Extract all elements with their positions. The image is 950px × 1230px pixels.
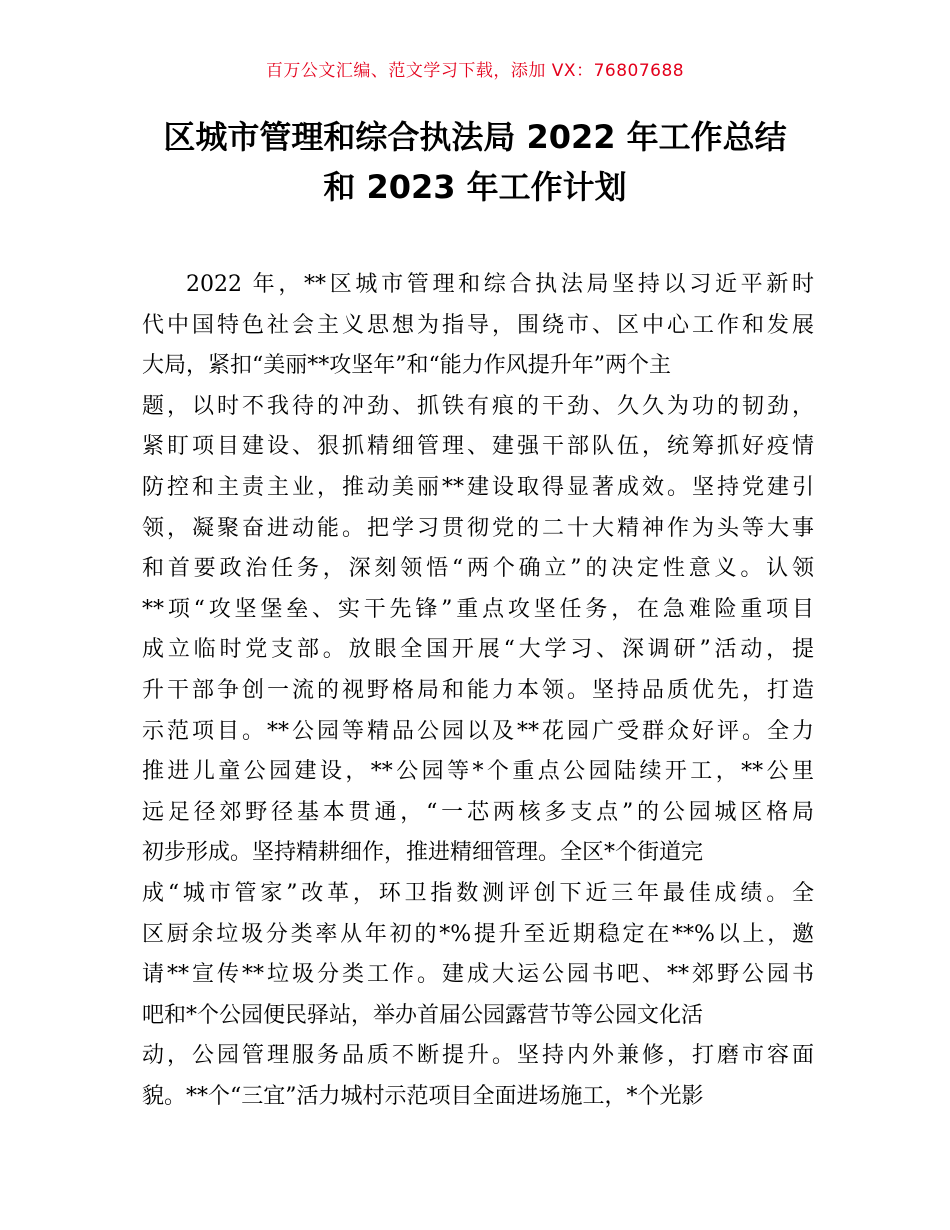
- body-line: 2022 年，**区城市管理和综合执法局坚持以习近平新时: [186, 272, 814, 297]
- body-line: 推进儿童公园建设，**公园等*个重点公园陆续开工，**公里: [142, 759, 814, 785]
- body-line: 代中国特色社会主义思想为指导，围绕市、区中心工作和发展: [142, 312, 814, 338]
- body-line: 题，以时不我待的冲劲、抓铁有痕的干劲、久久为功的韧劲，: [142, 393, 814, 419]
- body-line: 请**宣传**垃圾分类工作。建成大运公园书吧、**郊野公园书: [142, 962, 814, 988]
- body-line: 区厨余垃圾分类率从年初的*%提升至近期稳定在**%以上，邀: [142, 921, 814, 947]
- body-line: 领，凝聚奋进动能。把学习贯彻党的二十大精神作为头等大事: [142, 515, 814, 541]
- body-line: 貌。**个“三宜”活力城村示范项目全面进场施工，*个光影: [142, 1083, 704, 1109]
- body-line: 防控和主责主业，推动美丽**建设取得显著成效。坚持党建引: [142, 474, 814, 500]
- body-line: 紧盯项目建设、狠抓精细管理、建强干部队伍，统筹抓好疫情: [142, 434, 814, 460]
- body-line: 示范项目。**公园等精品公园以及**花园广受群众好评。全力: [142, 718, 814, 744]
- document-title: [0, 112, 950, 212]
- title-line-1: 区城市管理和综合执法局 2022 年工作总结: [163, 118, 787, 156]
- body-line: 大局，紧扣“美丽**攻坚年”和“能力作风提升年”两个主: [142, 353, 671, 379]
- body-line: 成立临时党支部。放眼全国开展“大学习、深调研”活动，提: [142, 637, 814, 663]
- body-line: 升干部争创一流的视野格局和能力本领。坚持品质优先，打造: [142, 677, 814, 703]
- watermark-header: 百万公文汇编、范文学习下载，添加 VX：76807688: [265, 61, 685, 81]
- body-line: 吧和*个公园便民驿站，举办首届公园露营节等公园文化活: [142, 1002, 704, 1028]
- body-paragraph: [142, 265, 814, 1117]
- body-line: 动，公园管理服务品质不断提升。坚持内外兼修，打磨市容面: [142, 1043, 814, 1069]
- body-line: 初步形成。坚持精耕细作，推进精细管理。全区*个街道完: [142, 840, 704, 866]
- body-line: 远足径郊野径基本贯通，“一芯两核多支点”的公园城区格局: [142, 799, 814, 825]
- body-line: 成“城市管家”改革，环卫指数测评创下近三年最佳成绩。全: [142, 880, 814, 906]
- title-line-2: 和 2023 年工作计划: [323, 168, 627, 206]
- body-line: **项“攻坚堡垒、实干先锋”重点攻坚任务，在急难险重项目: [142, 596, 814, 622]
- body-line: 和首要政治任务，深刻领悟“两个确立”的决定性意义。认领: [142, 556, 814, 582]
